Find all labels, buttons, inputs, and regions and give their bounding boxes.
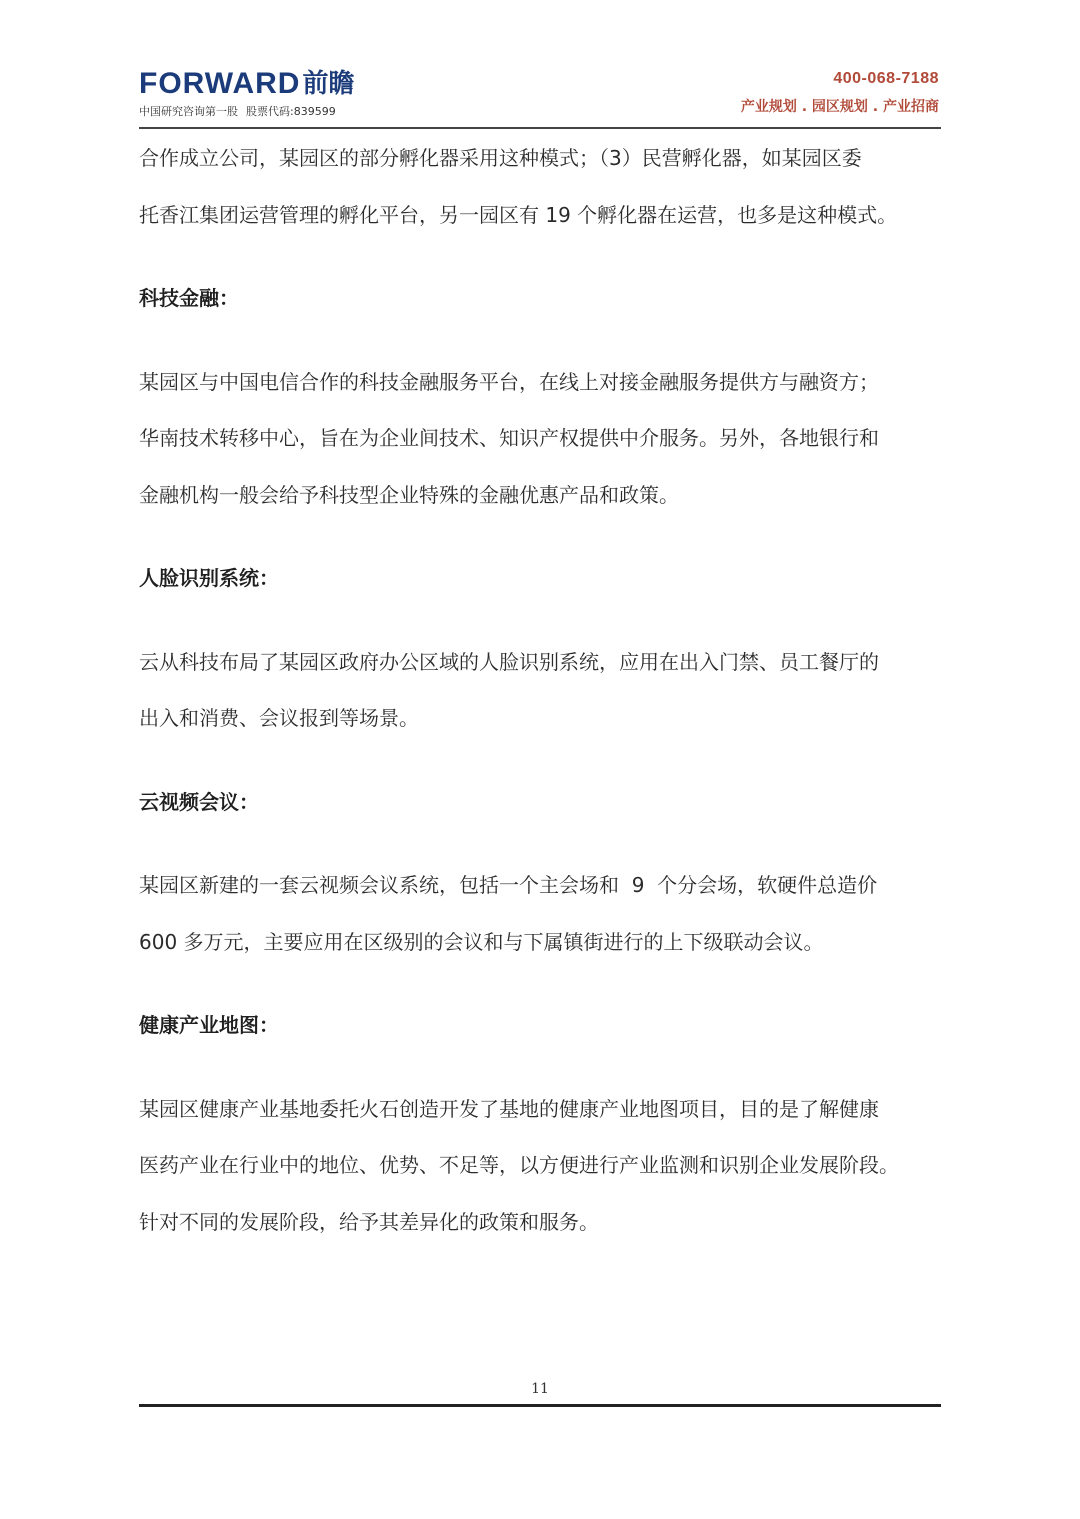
page-header bbox=[0, 0, 1080, 130]
section-heading-cloud-video: 云视频会议： bbox=[139, 789, 259, 814]
logo-text-en: FORWARD bbox=[139, 67, 301, 100]
logo-tagline: 中国研究咨询第一股 bbox=[139, 105, 238, 118]
header-divider bbox=[139, 127, 941, 129]
header-contact bbox=[741, 70, 939, 116]
body-line: 针对不同的发展阶段，给予其差异化的政策和服务。 bbox=[139, 1209, 599, 1234]
body-line: 某园区健康产业基地委托火石创造开发了基地的健康产业地图项目，目的是了解健康 bbox=[139, 1096, 879, 1121]
section-heading-health-map: 健康产业地图： bbox=[139, 1013, 279, 1037]
page-number: 11 bbox=[531, 1381, 549, 1397]
body-line: 600 多万元，主要应用在区级别的会议和与下属镇街进行的上下级联动会议。 bbox=[139, 929, 824, 954]
body-line: 托香江集团运营管理的孵化平台，另一园区有 19 个孵化器在运营，也多是这种模式。 bbox=[139, 202, 898, 227]
header-slogan: 产业规划 . 园区规划 . 产业招商 bbox=[740, 99, 939, 115]
body-line: 云从科技布局了某园区政府办公区域的人脸识别系统，应用在出入门禁、员工餐厅的 bbox=[139, 649, 879, 674]
body-line: 金融机构一般会给予科技型企业特殊的金融优惠产品和政策。 bbox=[139, 482, 679, 507]
section-heading-tech-finance: 科技金融： bbox=[139, 286, 239, 310]
footer-divider bbox=[139, 1404, 941, 1407]
body-line: 某园区与中国电信合作的科技金融服务平台，在线上对接金融服务提供方与融资方； bbox=[139, 369, 879, 394]
forward-logo bbox=[139, 68, 354, 119]
logo-subtitle bbox=[139, 103, 354, 119]
logo-text-cn: 前瞻 bbox=[302, 69, 355, 99]
body-line: 出入和消费、会议报到等场景。 bbox=[139, 706, 419, 730]
body-line: 合作成立公司，某园区的部分孵化器采用这种模式；（3）民营孵化器，如某园区委 bbox=[139, 146, 862, 170]
body-line: 医药产业在行业中的地位、优势、不足等，以方便进行产业监测和识别企业发展阶段。 bbox=[139, 1153, 899, 1177]
body-line: 华南技术转移中心，旨在为企业间技术、知识产权提供中介服务。另外，各地银行和 bbox=[139, 426, 879, 450]
stock-code: 股票代码:839599 bbox=[246, 105, 336, 118]
body-line: 某园区新建的一套云视频会议系统，包括一个主会场和 9 个分会场，软硬件总造价 bbox=[139, 873, 878, 897]
page-content bbox=[139, 130, 941, 1250]
section-heading-face-recognition: 人脸识别系统： bbox=[139, 566, 279, 590]
phone-number: 400-068-7188 bbox=[833, 70, 939, 87]
